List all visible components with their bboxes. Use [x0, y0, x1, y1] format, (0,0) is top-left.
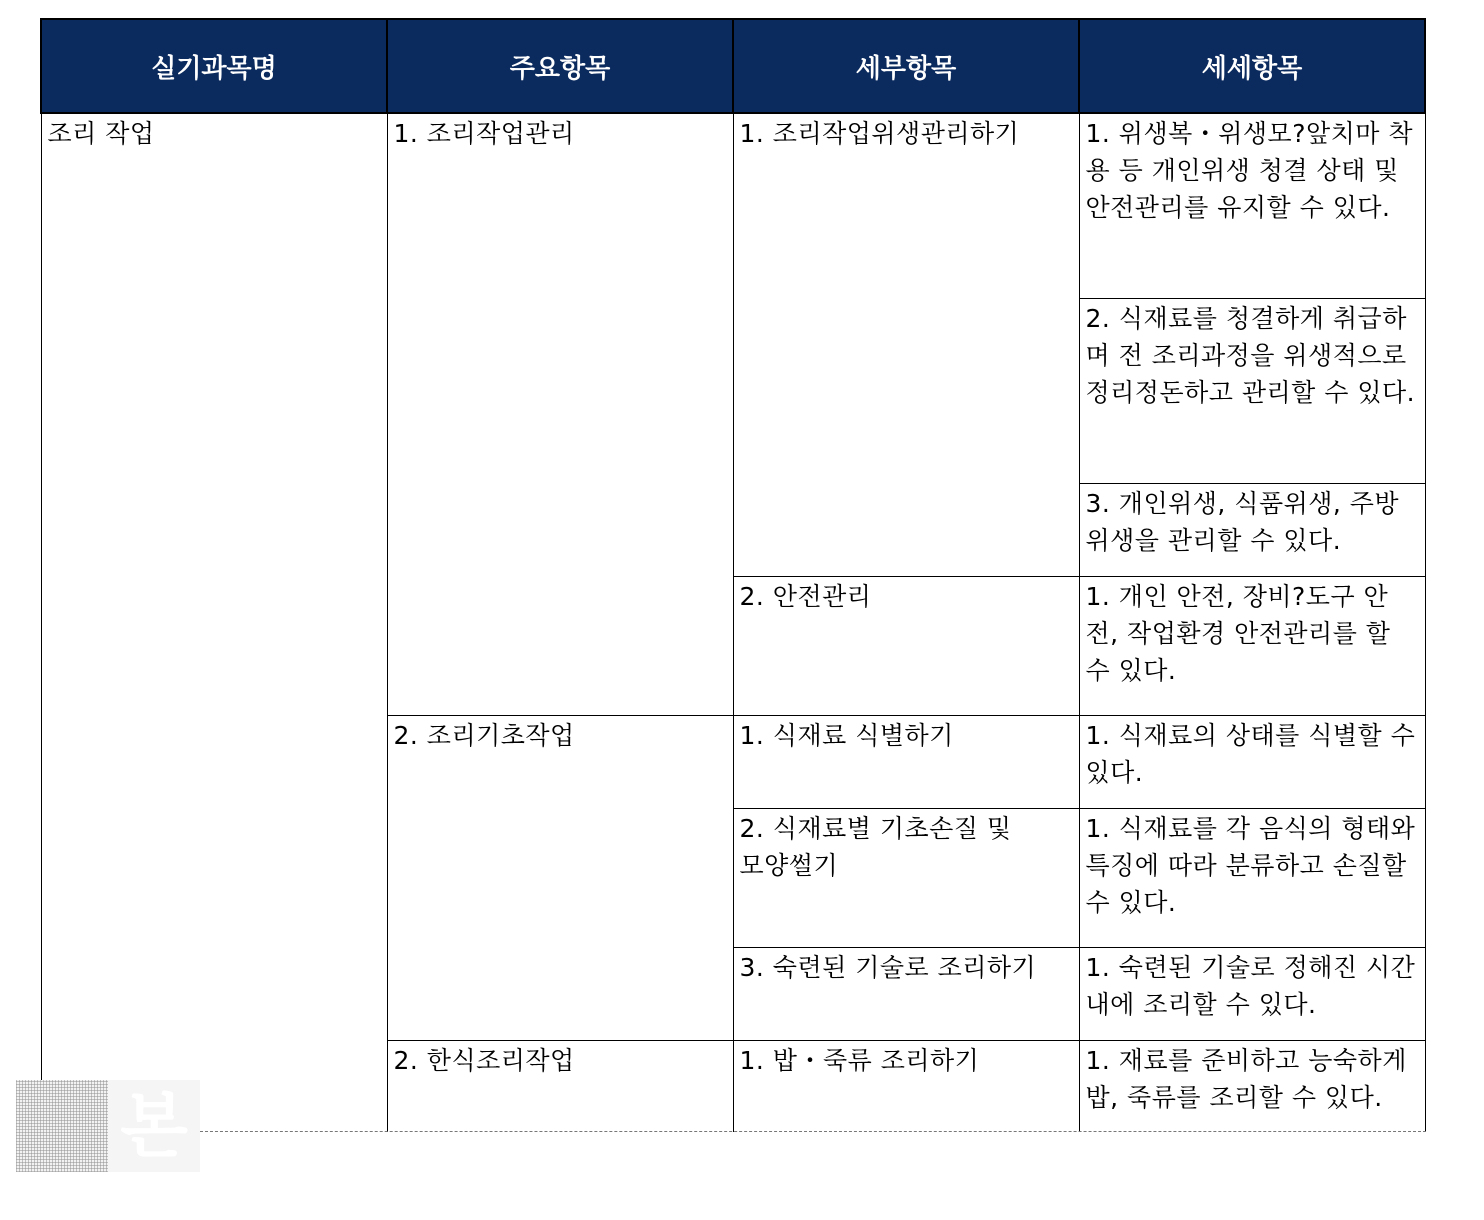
sub-item-cell: 2. 식재료를 청결하게 취급하며 전 조리과정을 위생적으로 정리정돈하고 관리할 수 있다. [1079, 298, 1425, 483]
exam-criteria-table [40, 18, 1426, 1132]
major-item-cell: 2. 한식조리작업 [387, 1040, 733, 1132]
header-sub-item: 세세항목 [1079, 19, 1425, 113]
detail-item-cell: 1. 밥・죽류 조리하기 [733, 1040, 1079, 1132]
detail-item-cell: 2. 식재료별 기초손질 및 모양썰기 [733, 808, 1079, 947]
page-cut-line [200, 1131, 1426, 1132]
table-row [41, 113, 1425, 298]
watermark-stamp [16, 1080, 200, 1172]
sub-item-cell: 1. 식재료를 각 음식의 형태와 특징에 따라 분류하고 손질할 수 있다. [1079, 808, 1425, 947]
major-item-cell: 2. 조리기초작업 [387, 715, 733, 1040]
watermark-glyph: 본 [108, 1080, 200, 1172]
exam-criteria-sheet [40, 18, 1426, 1132]
detail-item-cell: 1. 식재료 식별하기 [733, 715, 1079, 808]
detail-item-cell: 1. 조리작업위생관리하기 [733, 113, 1079, 576]
detail-item-cell: 3. 숙련된 기술로 조리하기 [733, 947, 1079, 1040]
sub-item-cell: 1. 식재료의 상태를 식별할 수 있다. [1079, 715, 1425, 808]
header-row [41, 19, 1425, 113]
watermark-pattern [16, 1080, 108, 1172]
sub-item-cell: 3. 개인위생, 식품위생, 주방위생을 관리할 수 있다. [1079, 483, 1425, 576]
header-major-item: 주요항목 [387, 19, 733, 113]
detail-item-cell: 2. 안전관리 [733, 576, 1079, 715]
sub-item-cell: 1. 개인 안전, 장비?도구 안전, 작업환경 안전관리를 할 수 있다. [1079, 576, 1425, 715]
sub-item-cell: 1. 위생복・위생모?앞치마 착용 등 개인위생 청결 상태 및 안전관리를 유지할 수 있다. [1079, 113, 1425, 298]
subject-cell: 조리 작업 [41, 113, 387, 1132]
major-item-cell: 1. 조리작업관리 [387, 113, 733, 715]
sub-item-cell: 1. 숙련된 기술로 정해진 시간 내에 조리할 수 있다. [1079, 947, 1425, 1040]
header-subject: 실기과목명 [41, 19, 387, 113]
sub-item-cell: 1. 재료를 준비하고 능숙하게 밥, 죽류를 조리할 수 있다. [1079, 1040, 1425, 1132]
header-detail-item: 세부항목 [733, 19, 1079, 113]
